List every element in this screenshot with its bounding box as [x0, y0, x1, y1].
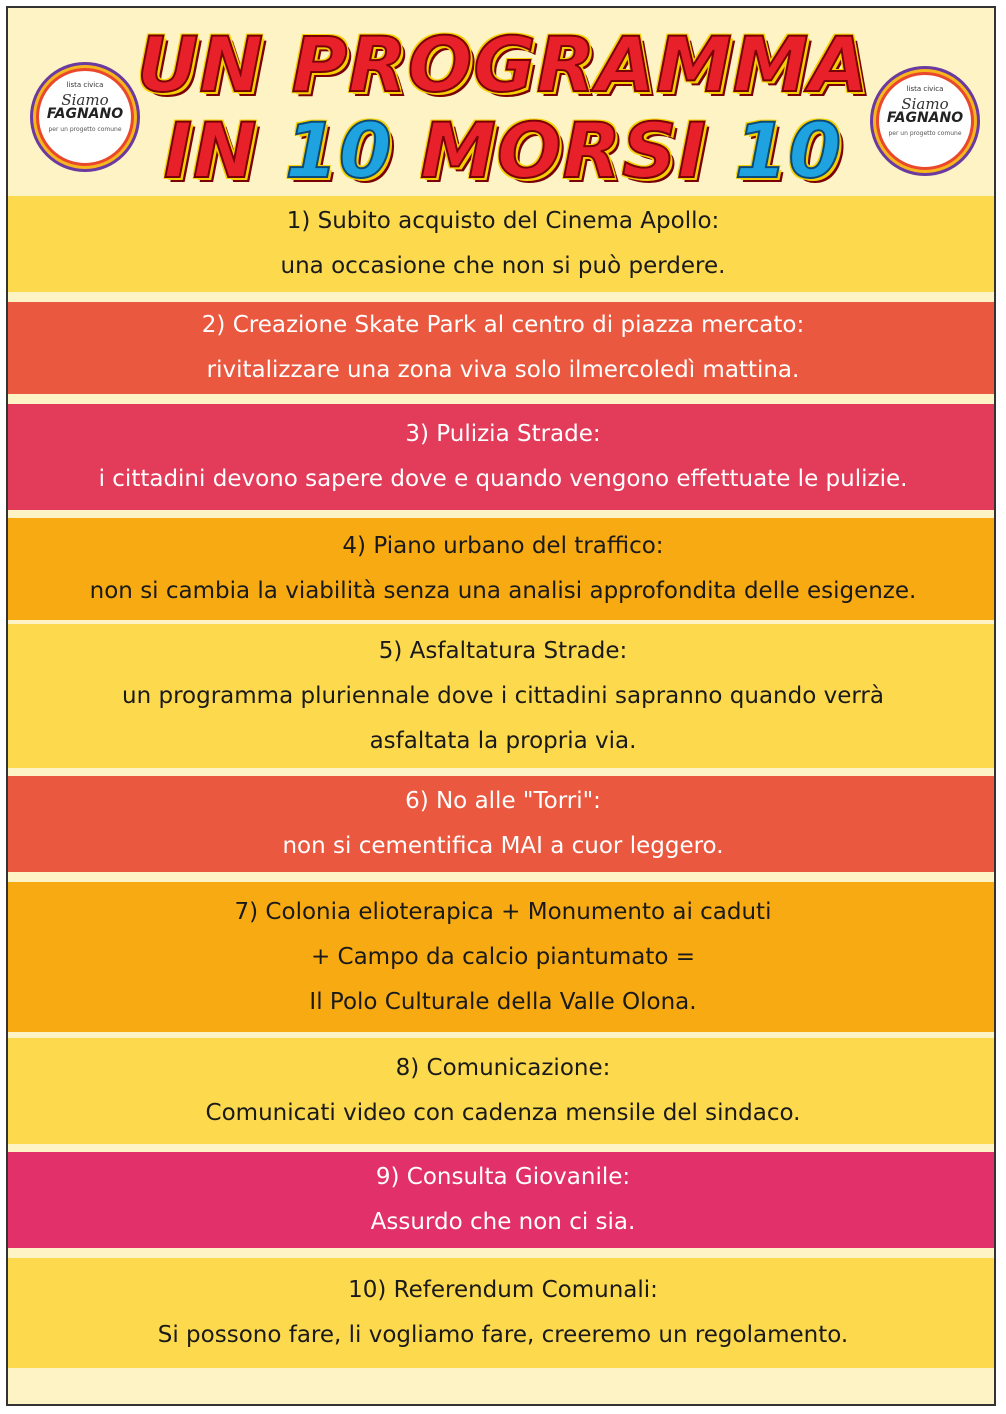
- program-item-text: non si cementifica MAI a cuor leggero.: [282, 833, 724, 859]
- program-item-3: [8, 404, 996, 510]
- program-item-10: [8, 1258, 996, 1368]
- program-item-heading: 1) Subito acquisto del Cinema Apollo:: [286, 208, 720, 234]
- program-item-text: rivitalizzare una zona viva solo ilmercoledì mattina.: [206, 357, 800, 383]
- program-item-text: un programma pluriennale dove i cittadini sapranno quando verrà: [122, 682, 884, 709]
- program-item-heading: 2) Creazione Skate Park al centro di piazza mercato:: [201, 312, 805, 338]
- title-morsi: MORSI: [392, 106, 735, 195]
- program-item-8: [8, 1038, 996, 1144]
- program-item-2: [8, 302, 996, 394]
- program-item-text: Comunicati video con cadenza mensile del sindaco.: [205, 1100, 801, 1126]
- page-title: [128, 22, 878, 194]
- program-item-heading: 9) Consulta Giovanile:: [375, 1164, 631, 1190]
- title-line-2: [128, 108, 878, 194]
- program-item-heading: 4) Piano urbano del traffico:: [342, 533, 664, 559]
- program-item-text: non si cambia la viabilità senza una analisi approfondita delle esigenze.: [89, 578, 917, 604]
- program-item-heading: 7) Colonia elioterapica + Monumento ai caduti: [234, 898, 772, 925]
- program-poster: [6, 6, 996, 1406]
- program-item-heading: 3) Pulizia Strade:: [405, 421, 601, 447]
- logo-siamo-text: Siamo: [61, 91, 109, 109]
- program-item-text-2: Il Polo Culturale della Valle Olona.: [309, 988, 697, 1015]
- logo-bottom-text: per un progetto comune: [48, 126, 122, 133]
- logo-fagnano-text: FAGNANO: [46, 106, 124, 122]
- program-item-text: i cittadini devono sapere dove e quando vengono effettuate le pulizie.: [98, 466, 908, 492]
- logo-bottom-text: per un progetto comune: [888, 130, 962, 137]
- program-item-heading: 10) Referendum Comunali:: [348, 1277, 658, 1303]
- program-item-5: [8, 624, 996, 768]
- program-item-heading: 6) No alle "Torri":: [405, 788, 601, 814]
- program-item-4: [8, 518, 996, 620]
- poster-header: [8, 8, 996, 198]
- title-in: IN: [163, 106, 286, 195]
- title-number-2: 10: [734, 106, 843, 195]
- program-item-text: una occasione che non si può perdere.: [280, 253, 726, 279]
- logo-siamo-text: Siamo: [901, 95, 949, 113]
- siamo-fagnano-logo-right: [876, 72, 974, 170]
- title-line-1: UN PROGRAMMA: [136, 20, 870, 109]
- program-item-7: [8, 882, 996, 1032]
- program-item-text: Assurdo che non ci sia.: [370, 1209, 636, 1235]
- program-item-9: [8, 1152, 996, 1248]
- siamo-fagnano-logo-left: [36, 68, 134, 166]
- program-item-text: Si possono fare, li vogliamo fare, creeremo un regolamento.: [157, 1322, 849, 1348]
- program-item-text-2: asfaltata la propria via.: [369, 727, 637, 754]
- title-number-1: 10: [285, 106, 393, 195]
- logo-top-text: lista civica: [66, 81, 104, 89]
- program-item-heading: 8) Comunicazione:: [395, 1055, 611, 1081]
- logo-fagnano-text: FAGNANO: [886, 110, 964, 126]
- program-item-6: [8, 776, 996, 872]
- program-item-1: [8, 196, 996, 292]
- program-item-text: + Campo da calcio piantumato =: [310, 943, 696, 970]
- program-item-heading: 5) Asfaltatura Strade:: [378, 637, 628, 664]
- logo-top-text: lista civica: [906, 85, 944, 93]
